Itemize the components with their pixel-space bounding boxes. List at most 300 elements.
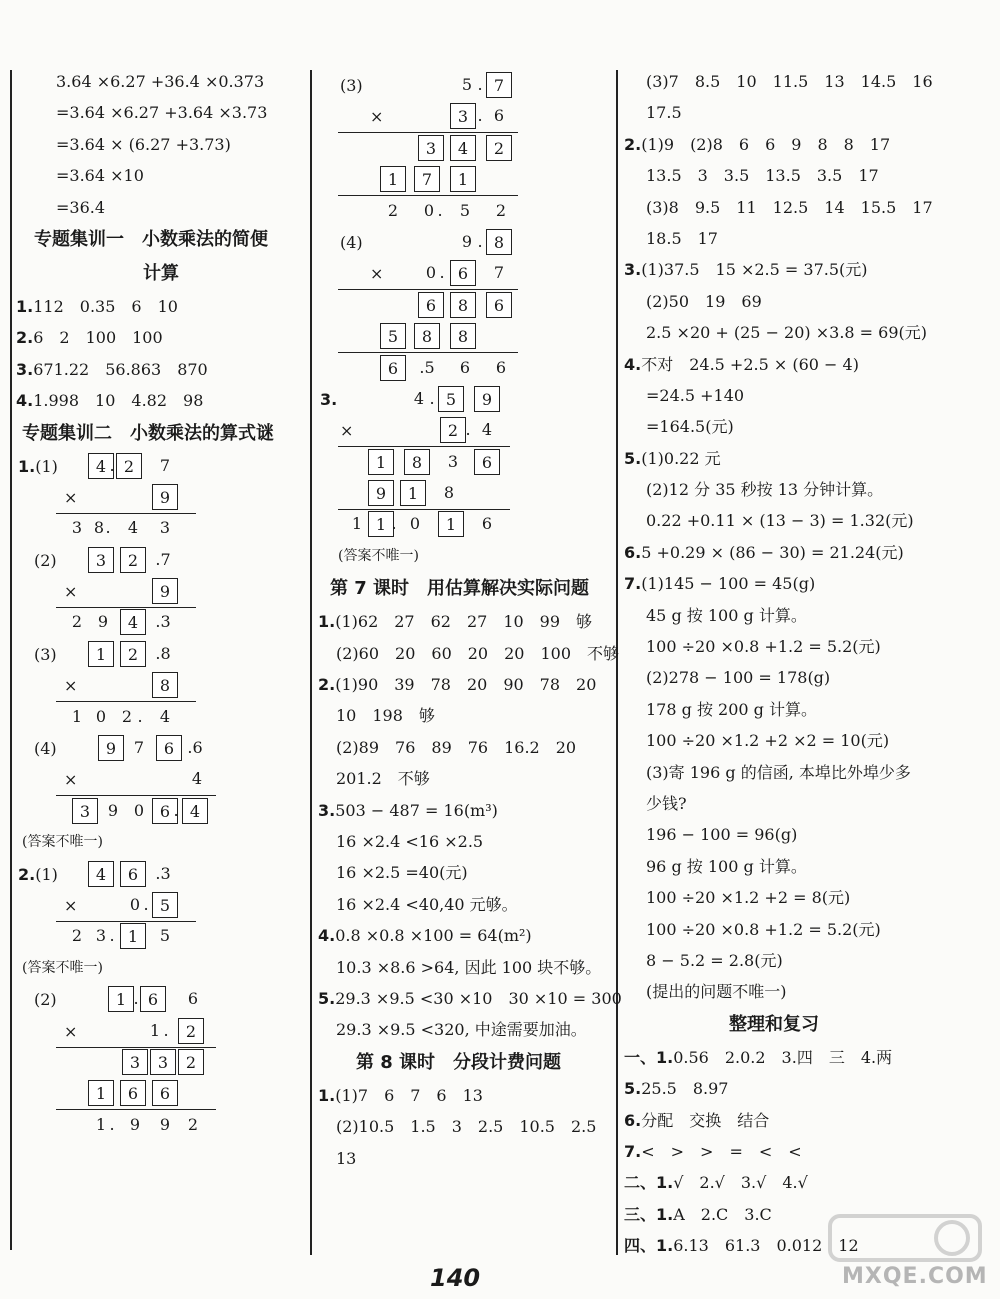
digit-box: 1	[450, 166, 476, 192]
multiplicand-row	[16, 984, 306, 1015]
answer-line	[318, 983, 622, 1014]
answer-text: (1)62 27 62 27 10 99 够	[335, 612, 593, 632]
multiplier-row	[16, 764, 306, 795]
digit-box: 1	[88, 1080, 114, 1106]
digit: 3	[159, 518, 171, 538]
digit-box: 2	[116, 453, 142, 479]
answer-text: 17.5	[646, 103, 682, 123]
q-num: 1.	[18, 456, 36, 476]
digit-box: 3	[450, 103, 476, 129]
digit: 0	[409, 514, 421, 534]
digit-box: 1	[438, 511, 464, 537]
digit: 5	[159, 926, 171, 946]
answer-line	[624, 66, 984, 97]
product-row	[16, 702, 306, 733]
digit-box: 1	[120, 923, 146, 949]
digit: 9	[107, 800, 119, 820]
sub-label: (1)	[35, 456, 58, 476]
multiplier-row	[16, 576, 306, 607]
answer-line	[624, 914, 984, 945]
note: (答案不唯一)	[22, 959, 103, 976]
answer-text: 16 ×2.5 =40(元)	[336, 863, 468, 883]
answer-line	[624, 1042, 984, 1073]
digit-box: 2	[440, 417, 466, 443]
q-num: 5.	[624, 448, 642, 468]
q-num: 1.	[16, 296, 34, 316]
answer-line	[624, 1136, 984, 1167]
times-sign: ×	[370, 264, 384, 284]
q-num: 3.	[318, 800, 336, 820]
multiplicand-row	[16, 545, 306, 576]
puzzle-label: (2)	[34, 990, 57, 1010]
digit: 3	[447, 451, 459, 471]
q-num: 5.	[624, 1079, 642, 1099]
answer-line	[16, 322, 306, 353]
puzzle-label: (3)	[340, 76, 363, 95]
multiplier-row	[318, 415, 612, 446]
digit-box: 1	[108, 986, 134, 1012]
answer-line	[318, 952, 612, 983]
answer-text: 8 − 5.2 = 2.8(元)	[646, 950, 783, 970]
puzzle-label: (2)	[34, 550, 57, 570]
answer-line	[624, 631, 984, 662]
answer-line	[318, 763, 612, 794]
answer-line	[624, 1105, 984, 1136]
answer-line	[624, 505, 984, 536]
times-sign: ×	[64, 676, 78, 696]
answer-line	[318, 889, 612, 920]
column-divider-2	[310, 70, 312, 1255]
product-row	[16, 1110, 306, 1141]
digit-box: 2	[178, 1049, 204, 1075]
section-heading-cont: 计算	[143, 262, 179, 284]
sub-label: (1)	[35, 864, 58, 884]
digit: .5	[419, 357, 435, 377]
digit: 8	[93, 518, 105, 538]
digit: 0	[133, 800, 145, 820]
digit: 1	[149, 1020, 161, 1040]
digit: 0	[423, 200, 435, 220]
digit-box: 3	[418, 135, 444, 161]
answer-line	[624, 192, 984, 223]
answer-text: 503 − 487 = 16(m³)	[335, 800, 498, 820]
answer-text: 6 2 100 100	[33, 328, 163, 348]
calc-line: =3.64 × (6.27 +3.73)	[56, 134, 231, 154]
answer-line	[318, 1111, 612, 1142]
multiplication-puzzle	[318, 227, 612, 384]
digit: .3	[155, 863, 171, 883]
digit: 1	[71, 706, 83, 726]
answer-text: (2)12 分 35 秒按 13 分钟计算。	[646, 480, 884, 500]
digit-box: 3	[122, 1049, 148, 1075]
q-num: 6.	[624, 542, 642, 562]
q-num: 一、1.	[624, 1047, 674, 1067]
answer-line	[624, 1073, 984, 1104]
answer-text: 1.998 10 4.82 98	[33, 391, 204, 411]
answer-line	[624, 411, 984, 442]
digit: 1	[351, 514, 363, 534]
answer-text: 100 ÷20 ×1.2 +2 = 8(元)	[646, 888, 851, 908]
digit: 6	[493, 106, 505, 126]
multiplicand-row	[318, 70, 612, 101]
digit-box: 5	[438, 386, 464, 412]
answer-line	[624, 725, 984, 756]
answer-text: 16 ×2.4 <16 ×2.5	[336, 831, 484, 851]
digit-box: 6	[380, 355, 406, 381]
answer-column-2	[318, 70, 622, 1174]
answer-text: 10.3 ×8.6 >64, 因此 100 块不够。	[336, 957, 602, 977]
digit: 7	[133, 738, 145, 758]
watermark-text: MXQE.COM	[842, 1264, 988, 1289]
decimal-point: .	[105, 518, 111, 538]
multiplication-puzzle	[16, 859, 306, 953]
answer-text: A 2.C 3.C	[673, 1204, 772, 1224]
partial-product-row	[318, 133, 612, 164]
digit-box: 6	[152, 798, 178, 824]
answer-text: (1)0.22 元	[641, 448, 721, 468]
digit: 6	[481, 514, 493, 534]
digit: 3	[95, 926, 107, 946]
answer-text: 100 ÷20 ×0.8 +1.2 = 5.2(元)	[646, 637, 881, 657]
digit: 8	[443, 483, 455, 503]
decimal-point: .	[477, 231, 483, 251]
answer-line	[624, 317, 984, 348]
q-num: 4.	[318, 926, 336, 946]
q-num: 4.	[624, 354, 642, 374]
answer-text: 100 ÷20 ×1.2 +2 ×2 = 10(元)	[646, 731, 890, 751]
digit-box: 1	[380, 166, 406, 192]
q-num: 4.	[16, 391, 34, 411]
answer-line	[624, 819, 984, 850]
decimal-point: .	[391, 514, 397, 534]
answer-line	[624, 474, 984, 505]
digit-box: 2	[486, 135, 512, 161]
multiplicand-row	[318, 384, 612, 415]
answer-line	[624, 254, 984, 285]
answer-line	[318, 1143, 612, 1174]
answer-line	[624, 129, 984, 160]
answer-line	[624, 160, 984, 191]
answer-line	[624, 286, 984, 317]
digit-box: 6	[156, 735, 182, 761]
digit: 2	[71, 612, 83, 632]
answer-text: 少钱?	[646, 793, 687, 813]
partial-product-row	[318, 447, 612, 478]
answer-text: (2)60 20 60 20 20 100 不够	[336, 643, 620, 663]
digit: .3	[155, 612, 171, 632]
answer-text: 分配 交换 结合	[641, 1110, 770, 1130]
answer-text: (1)7 6 7 6 13	[335, 1085, 483, 1105]
answer-text: (提出的问题不唯一)	[646, 982, 787, 1002]
answer-text: (3)7 8.5 10 11.5 13 14.5 16	[646, 72, 933, 91]
digit: 2	[495, 200, 507, 220]
digit: 2	[187, 1114, 199, 1134]
digit-box: 1	[400, 480, 426, 506]
answer-line	[318, 700, 612, 731]
answer-line	[16, 354, 306, 385]
multiplication-puzzle	[318, 70, 612, 227]
decimal-point: .	[109, 1114, 115, 1134]
answer-text: (2)89 76 89 76 16.2 20	[336, 737, 577, 757]
digit-box: 4	[450, 135, 476, 161]
column-divider-1	[10, 70, 12, 1250]
digit-box: 6	[120, 1080, 146, 1106]
times-sign: ×	[64, 770, 78, 790]
lesson8-answers-cont	[624, 66, 984, 1008]
digit-box: 5	[152, 892, 178, 918]
q-num: 7.	[624, 1141, 642, 1161]
multiplier-row	[16, 670, 306, 701]
answer-text: 112 0.35 6 10	[33, 296, 178, 316]
product-row	[318, 353, 612, 384]
answer-text: 29.3 ×9.5 <30 ×10 30 ×10 = 300	[335, 988, 622, 1008]
answer-line	[624, 662, 984, 693]
page-number: 140	[430, 1264, 481, 1292]
product-row	[16, 921, 306, 952]
q-num: 1.	[318, 1085, 336, 1105]
digit: 4	[413, 388, 425, 408]
digit-box: 7	[486, 72, 512, 98]
digit-box: 3	[72, 798, 98, 824]
answer-text: 10 198 够	[336, 706, 435, 726]
answer-line	[624, 757, 984, 788]
q-num: 3.	[320, 389, 338, 409]
decimal-point: .	[137, 706, 143, 726]
multiplication-puzzle	[16, 733, 306, 827]
digit-box: 6	[152, 1080, 178, 1106]
answer-line	[318, 920, 612, 951]
multiplier-row	[16, 1016, 306, 1047]
answer-line	[624, 694, 984, 725]
digit-box: 8	[414, 323, 440, 349]
partial-product-row	[318, 164, 612, 195]
answer-text: =24.5 +140	[646, 385, 745, 405]
product-row	[318, 196, 612, 227]
q-num: 二、1.	[624, 1173, 674, 1193]
q-num: 四、1.	[624, 1236, 674, 1256]
product-row	[16, 796, 306, 827]
partial-product-row	[318, 290, 612, 321]
digit: 9	[129, 1114, 141, 1134]
digit-box: 8	[404, 449, 430, 475]
multiplication-puzzle	[16, 639, 306, 733]
multiplicand-row	[318, 227, 612, 258]
q-num: 2.	[318, 675, 336, 695]
digit-box: 6	[418, 292, 444, 318]
digit: 2	[387, 200, 399, 220]
digit-box: 4	[120, 609, 146, 635]
digit: 4	[127, 518, 139, 538]
answer-line	[318, 857, 612, 888]
digit: 0	[425, 263, 437, 283]
answer-line	[624, 945, 984, 976]
answer-line	[624, 788, 984, 819]
answer-text: (2)278 − 100 = 178(g)	[646, 668, 831, 688]
multiplicand-row	[16, 733, 306, 764]
answer-line	[318, 826, 612, 857]
digit: 7	[159, 455, 171, 475]
answer-column-1	[16, 66, 306, 1141]
note: (答案不唯一)	[22, 834, 103, 851]
answer-line	[624, 851, 984, 882]
digit-box: 9	[152, 578, 178, 604]
answer-line	[624, 882, 984, 913]
q-num: 2.	[16, 328, 34, 348]
answer-text: (2)10.5 1.5 3 2.5 10.5 2.5	[336, 1117, 597, 1137]
answer-text: 0.56 2.0.2 3.四 三 4.两	[673, 1047, 893, 1067]
digit: 7	[493, 263, 505, 283]
digit: .7	[155, 549, 171, 569]
answer-line	[624, 1167, 984, 1198]
decimal-point: .	[133, 989, 139, 1009]
digit: 3	[71, 518, 83, 538]
times-sign: ×	[64, 582, 78, 602]
decimal-point: .	[109, 926, 115, 946]
digit-box: 6	[140, 986, 166, 1012]
digit-box: 9	[368, 480, 394, 506]
answer-text: 6.13 61.3 0.012 12	[673, 1236, 859, 1256]
digit: 5	[461, 75, 473, 94]
q-num: 3.	[624, 260, 642, 280]
q-num: 2.	[18, 864, 36, 884]
answer-text: 18.5 17	[646, 228, 718, 248]
answer-line	[624, 976, 984, 1007]
digit-box: 4	[182, 798, 208, 824]
answer-text: < > > = < <	[641, 1141, 802, 1161]
decimal-point: .	[465, 420, 471, 440]
answer-text: (1)90 39 78 20 90 78 20	[335, 675, 597, 695]
decimal-point: .	[109, 455, 115, 475]
calc-line: 3.64 ×6.27 +36.4 ×0.373	[56, 72, 265, 91]
partial-product-row	[318, 478, 612, 509]
multiplier-row	[318, 101, 612, 132]
q-num: 2.	[624, 134, 642, 154]
decimal-point: .	[429, 388, 435, 408]
multiplier-row	[16, 890, 306, 921]
answer-text: √ 2.√ 3.√ 4.√	[673, 1173, 808, 1193]
decimal-point: .	[439, 263, 445, 283]
times-sign: ×	[370, 107, 384, 127]
digit: 9	[461, 231, 473, 251]
answer-text: 不对 24.5 +2.5 × (60 − 4)	[641, 354, 859, 374]
digit-box: 2	[120, 547, 146, 573]
calc-line: =3.64 ×6.27 +3.64 ×3.73	[56, 103, 268, 123]
puzzle-label: (4)	[34, 739, 57, 759]
multiplication-puzzle	[16, 984, 306, 1141]
digit-box: 9	[152, 484, 178, 510]
answer-line	[16, 385, 306, 416]
digit: 5	[459, 200, 471, 220]
puzzle-label: (4)	[340, 232, 363, 252]
answer-line	[624, 97, 984, 128]
digit-box: 8	[486, 229, 512, 255]
digit: 2	[121, 706, 133, 726]
answer-text: (3)8 9.5 11 12.5 14 15.5 17	[646, 197, 933, 217]
answer-text: 2.5 ×20 + (25 − 20) ×3.8 = 69(元)	[646, 323, 928, 343]
q-num: 三、1.	[624, 1204, 674, 1224]
answer-line	[624, 443, 984, 474]
digit-box: 4	[88, 453, 114, 479]
answer-line	[318, 732, 612, 763]
decimal-point: .	[437, 200, 443, 220]
calc-line: =36.4	[56, 197, 106, 217]
digit-box: 5	[380, 323, 406, 349]
digit: 9	[159, 1114, 171, 1134]
digit: 9	[97, 612, 109, 632]
digit-box: 4	[88, 861, 114, 887]
digit-box: 8	[450, 292, 476, 318]
answer-line	[318, 638, 620, 669]
product-row	[16, 513, 306, 544]
digit-box: 9	[474, 386, 500, 412]
times-sign: ×	[64, 487, 78, 507]
answer-text: 196 − 100 = 96(g)	[646, 825, 798, 845]
answer-line	[624, 349, 984, 380]
multiplicand-row	[16, 639, 306, 670]
answer-text: (3)寄 196 g 的信函, 本埠比外埠少多	[646, 762, 911, 782]
decimal-point: .	[143, 894, 149, 914]
digit: 0	[129, 894, 141, 914]
digit-box: 8	[450, 323, 476, 349]
digit-box: 6	[450, 260, 476, 286]
digit: 6	[459, 357, 471, 377]
digit-box: 3	[88, 547, 114, 573]
decimal-point: .	[173, 800, 179, 820]
section-heading: 第 7 课时 用估算解决实际问题	[330, 578, 590, 600]
decimal-point: .	[477, 106, 483, 126]
digit-box: 3	[150, 1049, 176, 1075]
section-heading: 专题集训二 小数乘法的算式谜	[22, 422, 274, 444]
answer-text: 178 g 按 200 g 计算。	[646, 699, 817, 719]
answer-line	[318, 1080, 612, 1111]
answer-line	[318, 1014, 612, 1045]
watermark-circle	[936, 1222, 968, 1254]
answer-text: 671.22 56.863 870	[33, 359, 208, 379]
digit: 6	[187, 989, 199, 1009]
times-sign: ×	[340, 421, 354, 441]
digit-box: 7	[414, 166, 440, 192]
answer-text: (1)145 − 100 = 45(g)	[641, 574, 816, 594]
answer-text: 16 ×2.4 <40,40 元够。	[336, 894, 518, 914]
answer-line	[624, 537, 984, 568]
answer-text: (2)50 19 69	[646, 291, 762, 311]
answer-line	[318, 795, 612, 826]
calc-line: =3.64 ×10	[56, 166, 144, 186]
multiplication-puzzle	[16, 545, 306, 639]
decimal-point: .	[163, 1020, 169, 1040]
answer-line	[624, 600, 984, 631]
answer-line	[318, 606, 612, 637]
partial-product-row	[16, 1047, 306, 1078]
q-num: 5.	[318, 988, 336, 1008]
answer-text: (1)37.5 15 ×2.5 = 37.5(元)	[641, 260, 868, 280]
answer-text: 0.22 +0.11 × (13 − 3) = 1.32(元)	[646, 511, 914, 531]
digit: .8	[155, 643, 171, 663]
decimal-point: .	[477, 75, 483, 94]
answer-text: 29.3 ×9.5 <320, 中途需要加油。	[336, 1020, 587, 1040]
answer-line	[624, 380, 984, 411]
digit-box: 2	[120, 641, 146, 667]
multiplicand-row	[16, 451, 306, 482]
digit: 6	[495, 357, 507, 377]
digit: 1	[95, 1114, 107, 1134]
answer-text: 100 ÷20 ×0.8 +1.2 = 5.2(元)	[646, 919, 881, 939]
answer-text: 45 g 按 100 g 计算。	[646, 605, 807, 625]
answer-text: (1)9 (2)8 6 6 9 8 8 17	[641, 134, 891, 154]
section-heading: 第 8 课时 分段计费问题	[356, 1051, 562, 1073]
partial-product-row	[16, 1078, 306, 1109]
times-sign: ×	[64, 895, 78, 915]
